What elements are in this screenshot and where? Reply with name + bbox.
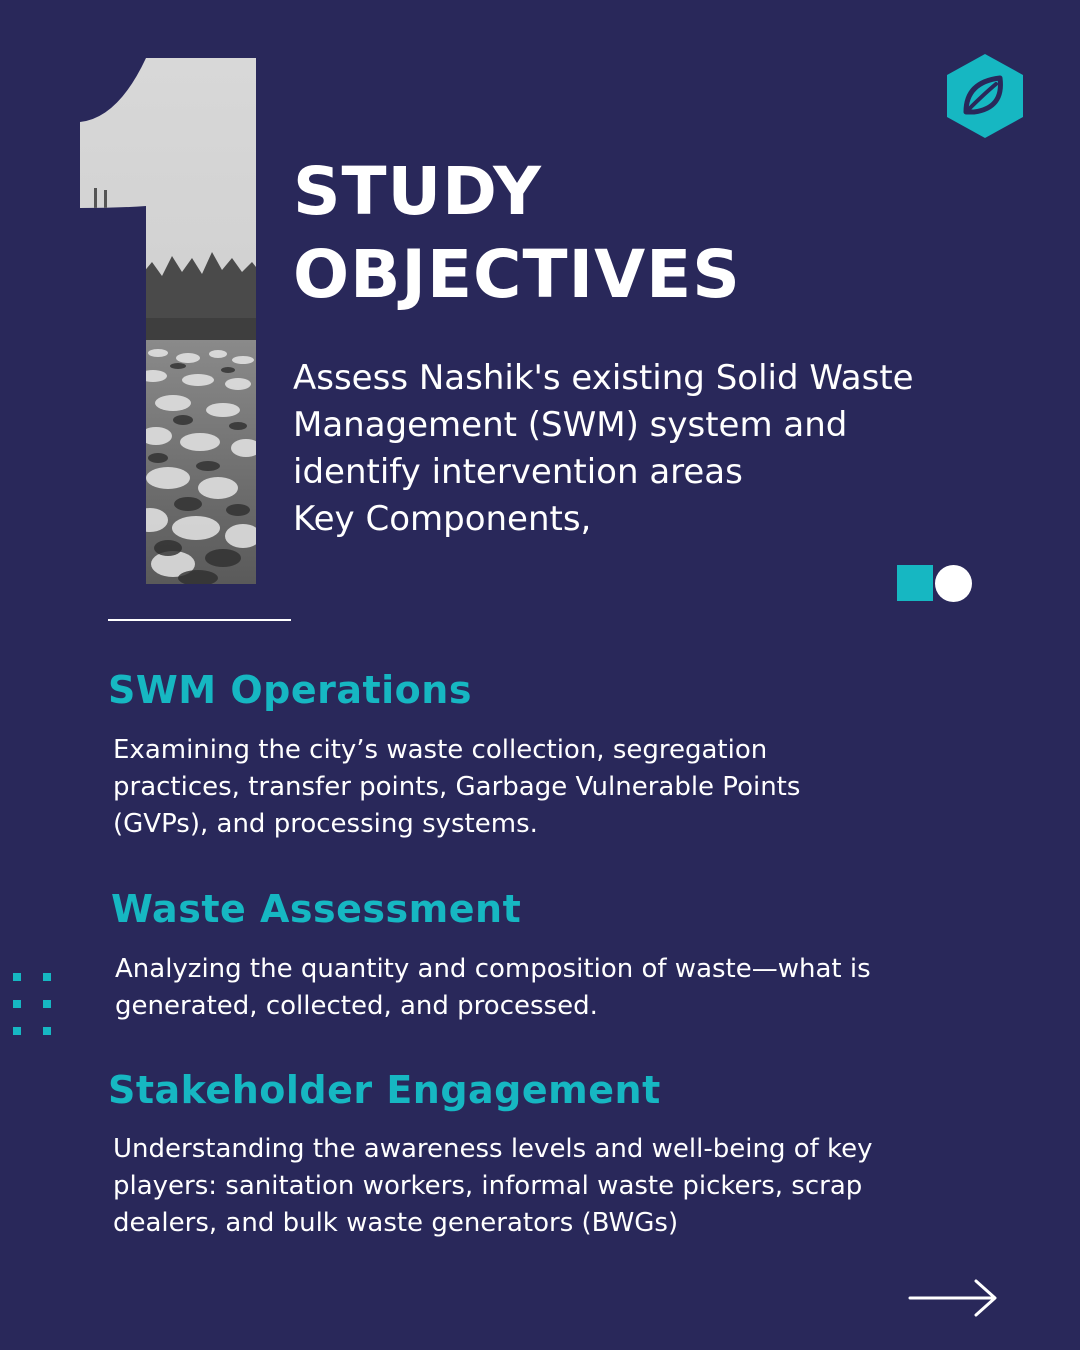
intro-line: identify intervention areas [293, 452, 743, 492]
body-line: dealers, and bulk waste generators (BWGs) [113, 1208, 679, 1238]
section-body-stakeholder-engagement [113, 1131, 873, 1242]
body-line: (GVPs), and processing systems. [113, 809, 538, 839]
right-arrow-icon[interactable] [908, 1278, 1000, 1318]
dot [43, 1000, 51, 1008]
page-title [293, 150, 741, 316]
section-heading-swm-operations: SWM Operations [108, 668, 472, 712]
section-heading-waste-assessment: Waste Assessment [111, 887, 522, 931]
decorative-square [897, 565, 933, 601]
section-body-waste-assessment [115, 951, 871, 1025]
section-body-swm-operations [113, 732, 800, 843]
body-line: Understanding the awareness levels and well-being of key [113, 1134, 873, 1164]
body-line: practices, transfer points, Garbage Vulnerable Points [113, 772, 801, 802]
leaf-hexagon-icon [944, 52, 1026, 140]
decorative-circle [935, 565, 972, 602]
intro-line: Management (SWM) system and [293, 405, 848, 445]
intro-line: Key Components, [293, 499, 592, 539]
body-line: players: sanitation workers, informal waste pickers, scrap [113, 1171, 863, 1201]
title-line: STUDY [293, 153, 542, 230]
body-line: generated, collected, and processed. [115, 991, 598, 1021]
dot [43, 1027, 51, 1035]
dot [13, 1027, 21, 1035]
divider [108, 619, 291, 621]
numeral-one-photo [78, 58, 260, 584]
title-line: OBJECTIVES [293, 236, 741, 313]
intro-text [293, 355, 1013, 543]
body-line: Analyzing the quantity and composition of waste—what is [115, 954, 871, 984]
dot [43, 973, 51, 981]
dot [13, 973, 21, 981]
dot [13, 1000, 21, 1008]
section-heading-stakeholder-engagement: Stakeholder Engagement [108, 1068, 661, 1112]
body-line: Examining the city’s waste collection, segregation [113, 735, 768, 765]
intro-line: Assess Nashik's existing Solid Waste [293, 358, 914, 398]
dot-grid-decoration [13, 973, 53, 1035]
